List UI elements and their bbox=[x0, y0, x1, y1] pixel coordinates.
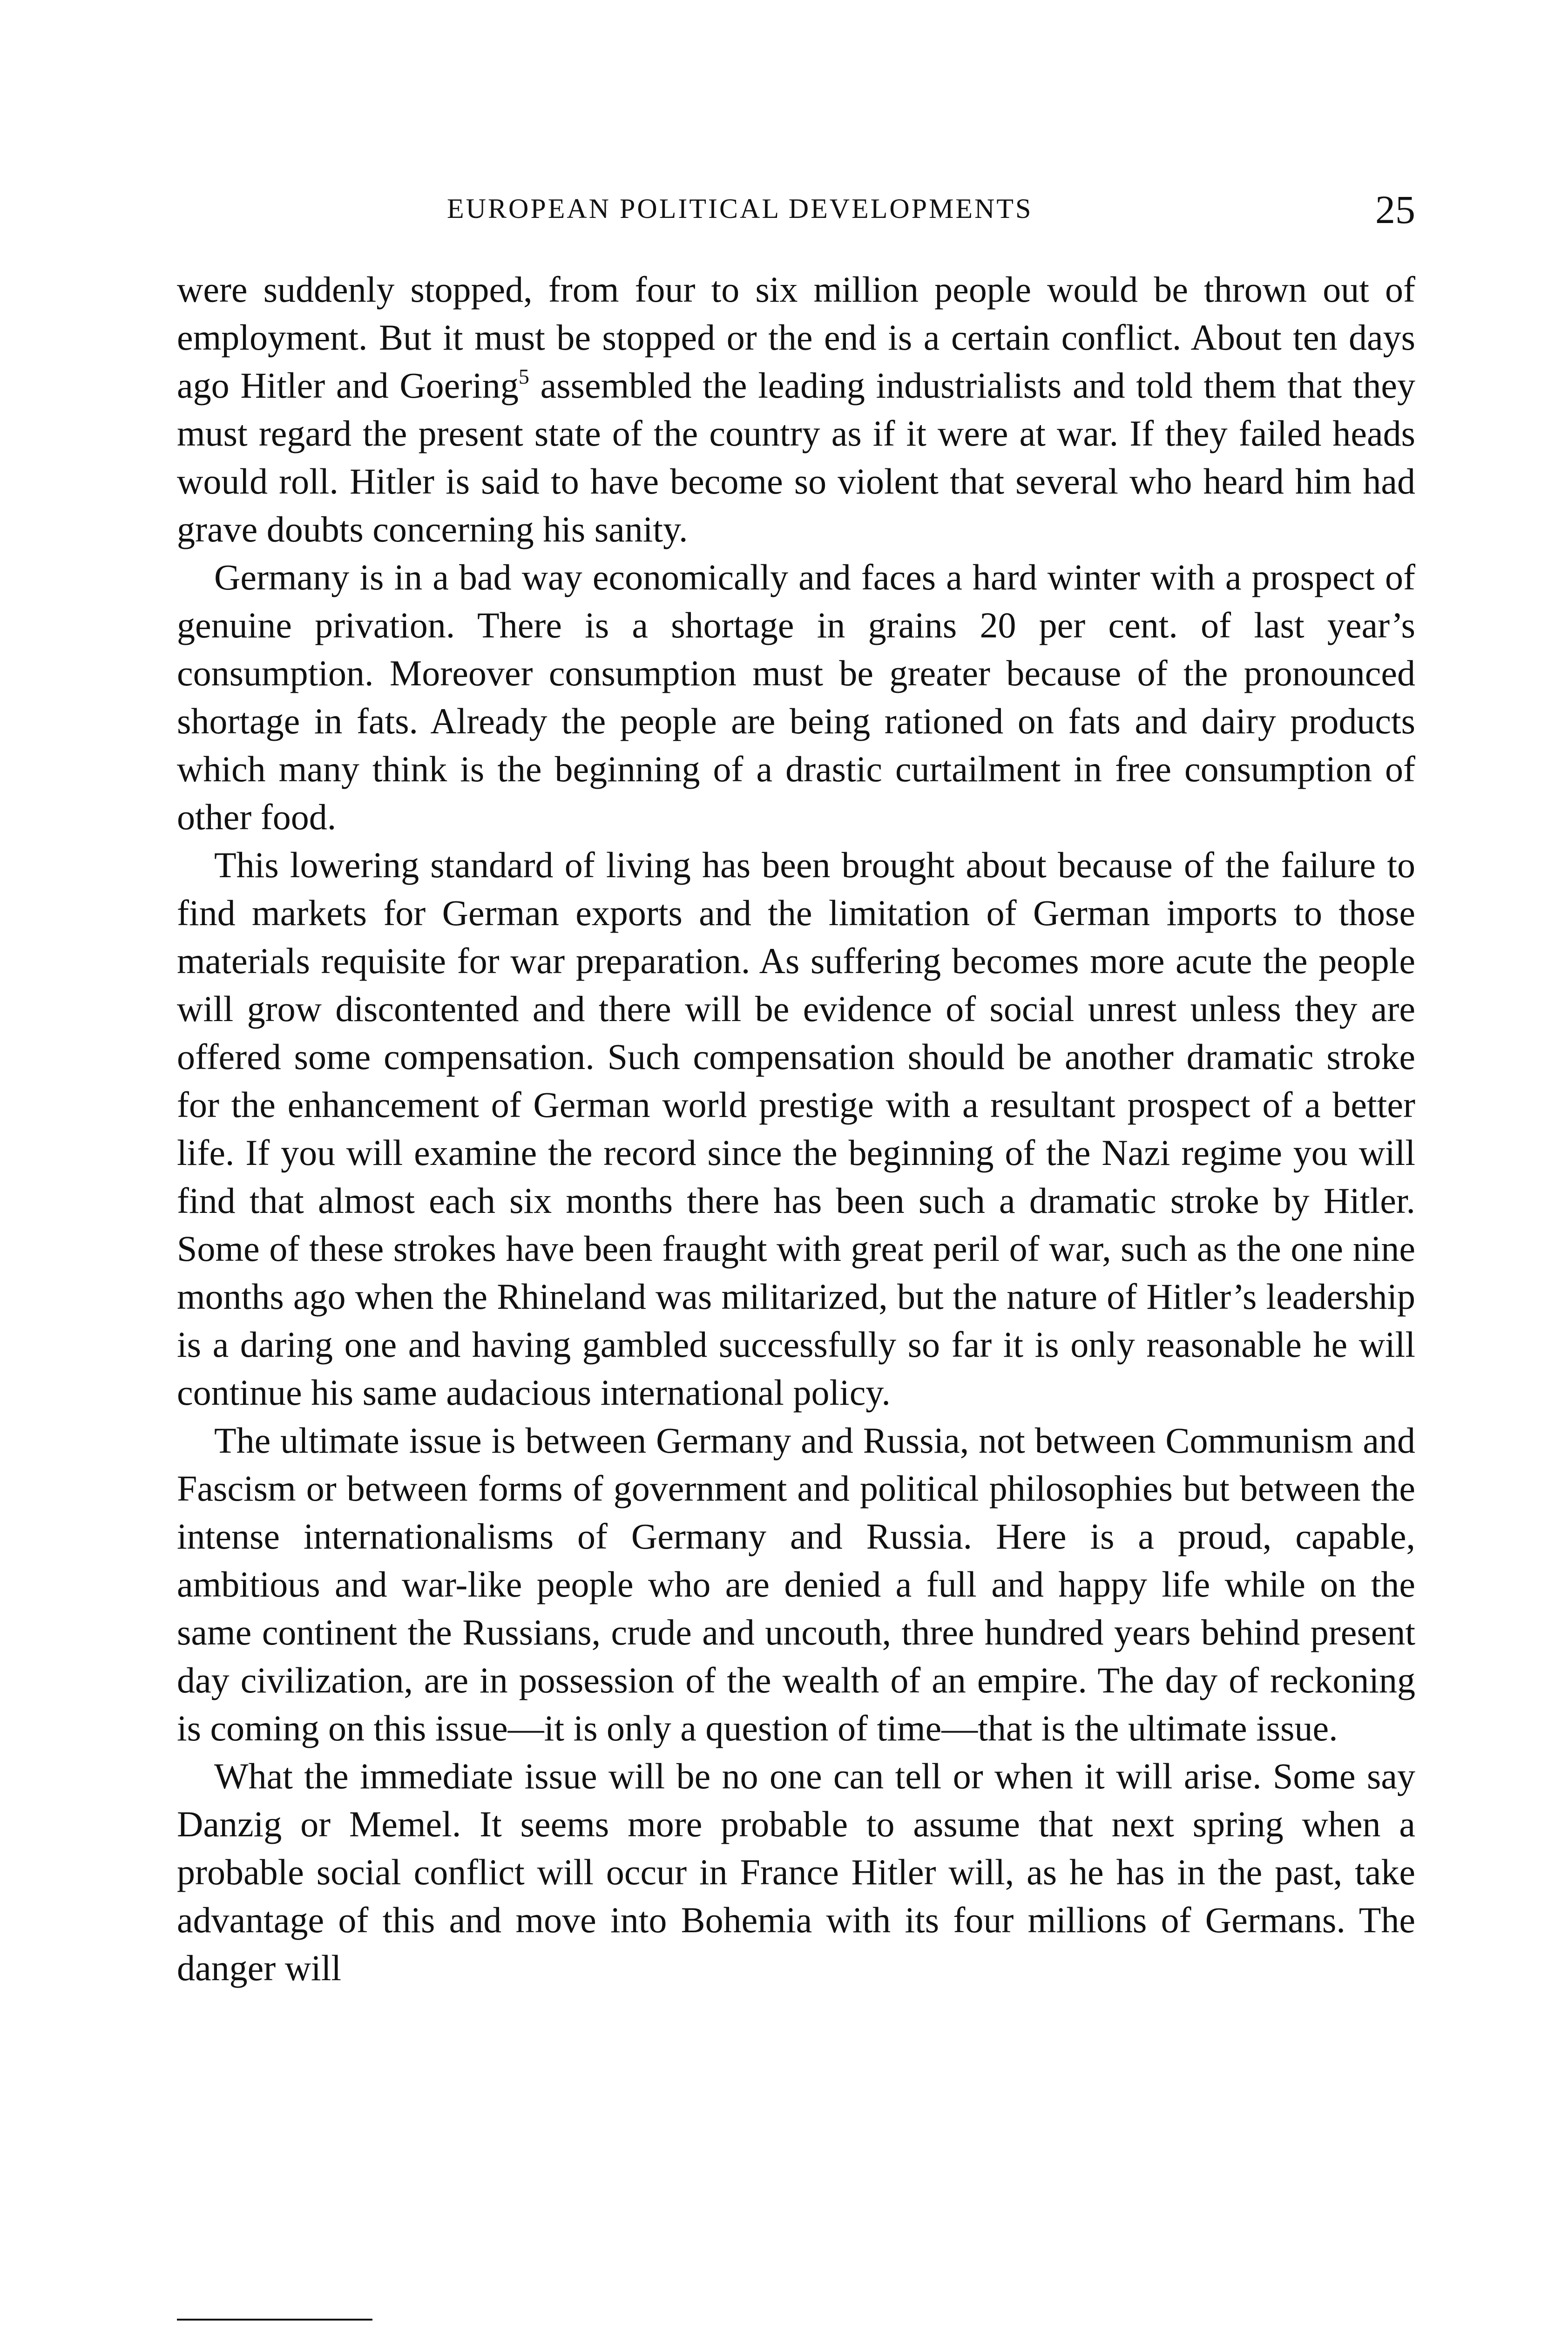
footnote-divider bbox=[177, 2319, 372, 2321]
running-title: EUROPEAN POLITICAL DEVELOPMENTS bbox=[447, 193, 1033, 224]
paragraph-1-text-b: assembled the leading industrialists and told them that they must regard the present state of the country as if it were at war. If they failed heads would roll. Hitler is said to have become so violent that several who heard him had grave doubts concerning his sanity. bbox=[177, 365, 1415, 549]
body-text bbox=[177, 265, 1415, 1992]
footnote-reference: 5 bbox=[518, 365, 529, 388]
paragraph-5: What the immediate issue will be no one can tell or when it will arise. Some say Danzig or Memel. It seems more probable to assume that next spring when a probable social conflict will occur in France Hitler will, as he has in the past, take advantage of this and move into Bohemia with its four millions of Germans. The danger will bbox=[177, 1756, 1415, 1988]
paragraph-2: Germany is in a bad way economically and faces a hard winter with a prospect of genuine privation. There is a shortage in grains 20 per cent. of last year’s consumption. Moreover consumption must be greater because of the pronounced shortage in fats. Already the people are being rationed on fats and dairy products which many think is the beginning of a drastic curtailment in free consumption of other food. bbox=[177, 557, 1415, 837]
running-head bbox=[177, 186, 1415, 237]
paragraph-1-text-a: were suddenly stopped, from four to six million people would be thrown out of employment. But it must be stopped or the end is a certain conflict. About ten days ago Hitler and Goering bbox=[177, 269, 1415, 406]
paragraph-4: The ultimate issue is between Germany and Russia, not between Communism and Fascism or between forms of government and political philosophies but between the intense internationalisms of Germany and Russia. Here is a proud, capable, ambitious and war-like people who are denied a full and happy life while on the same continent the Russians, crude and uncouth, three hundred years behind present day civilization, are in possession of the wealth of an empire. The day of reckoning is coming on this issue—it is only a question of time—that is the ultimate issue. bbox=[177, 1420, 1415, 1748]
paragraph-1 bbox=[177, 265, 1415, 553]
paragraph-3: This lowering standard of living has been brought about because of the failure to find markets for German exports and the limitation of German imports to those materials requisite for war preparation. As suffering becomes more acute the people will grow discontented and there will be evidence of social unrest unless they are offered some compensation. Such compensation should be another dramatic stroke for the enhancement of German world prestige with a resultant prospect of a better life. If you will examine the record since the beginning of the Nazi regime you will find that almost each six months there has been such a dramatic stroke by Hitler. Some of these strokes have been fraught with great peril of war, such as the one nine months ago when the Rhineland was militarized, but the nature of Hitler’s leadership is a daring one and having gambled successfully so far it is only reasonable he will continue his same audacious international policy. bbox=[177, 845, 1415, 1413]
page-number: 25 bbox=[1375, 187, 1415, 232]
